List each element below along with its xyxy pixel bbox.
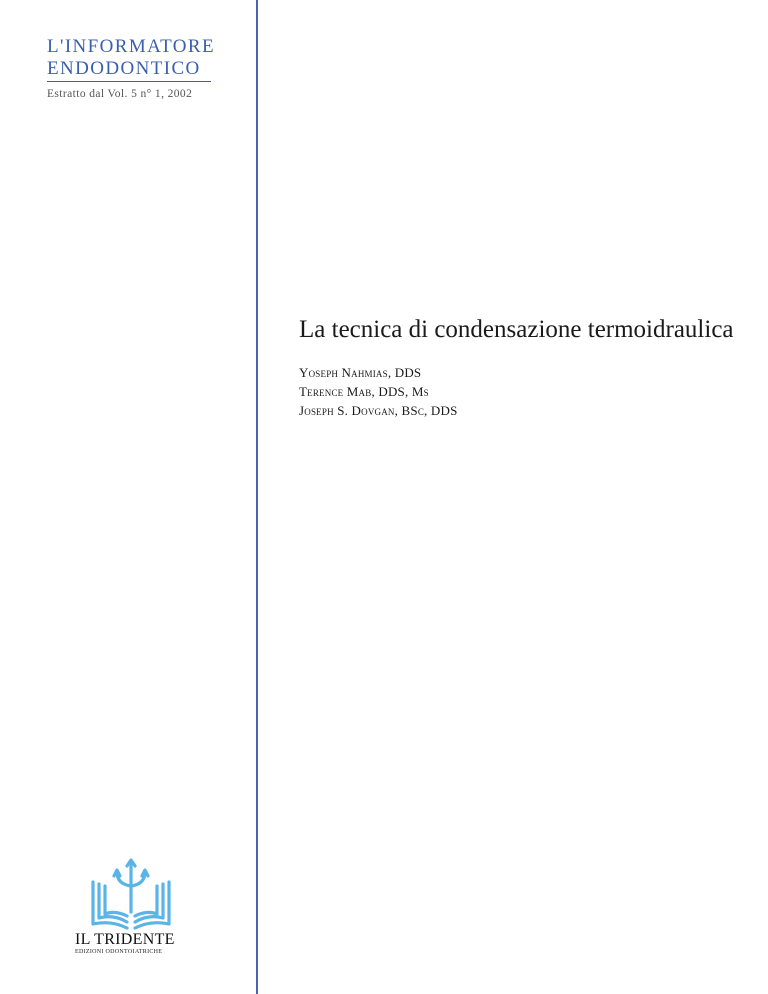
- publisher-logo: [75, 856, 195, 955]
- author-name: Joseph S. Dovgan, BSc, DDS: [299, 403, 458, 418]
- author-name: Yoseph Nahmias, DDS: [299, 365, 422, 380]
- masthead-divider: [47, 81, 211, 82]
- article-title: La tecnica di condensazione termoidraulica: [299, 316, 734, 343]
- author-name: Terence Mab, DDS, Ms: [299, 384, 429, 399]
- journal-issue: Estratto dal Vol. 5 n° 1, 2002: [47, 88, 193, 100]
- publisher-name: IL TRIDENTE: [75, 931, 175, 948]
- trident-book-icon: [87, 856, 175, 930]
- author-list: [299, 363, 739, 420]
- vertical-divider: [256, 0, 258, 994]
- article-header: [299, 314, 739, 420]
- journal-masthead: [47, 36, 216, 100]
- publisher-tagline: EDIZIONI ODONTOIATRICHE: [75, 949, 163, 955]
- journal-title: L'INFORMATORE ENDODONTICO: [47, 36, 216, 79]
